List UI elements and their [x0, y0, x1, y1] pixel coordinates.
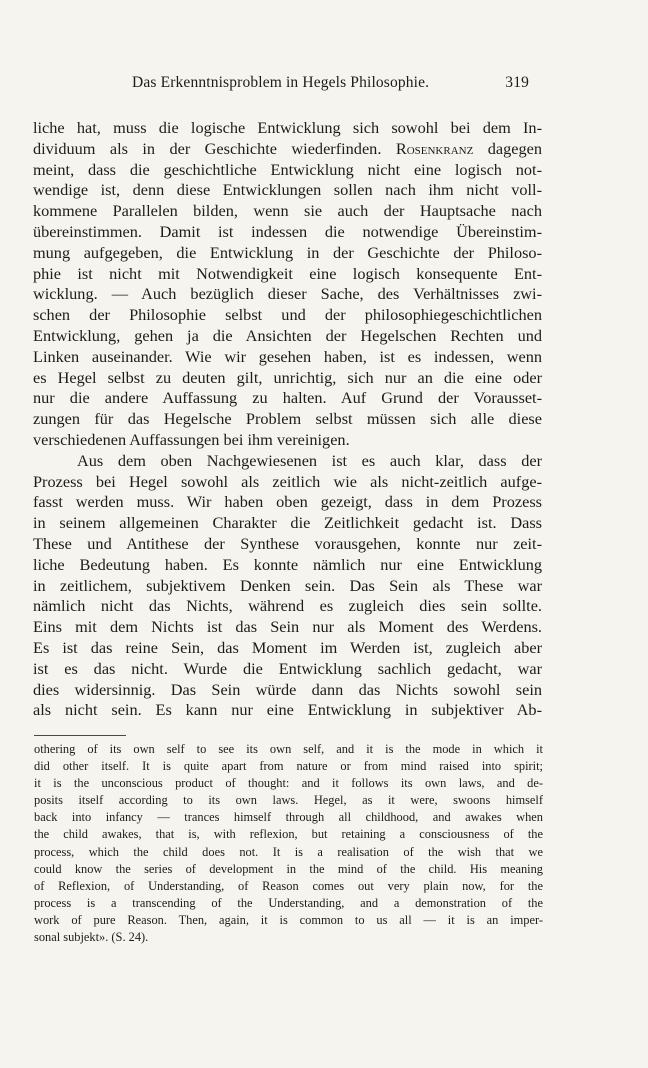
footnote-line: posits itself according to its own laws. Hegel, as it were, swoons himself: [34, 793, 543, 808]
text-line: Es ist das reine Sein, das Moment im Werden ist, zugleich aber: [33, 637, 542, 657]
text-line: Linken auseinander. Wie wir gesehen haben, ist es indessen, wenn: [33, 346, 542, 366]
footnote-line: sonal subjekt». (S. 24).: [34, 930, 149, 945]
footnote-line: of Reflexion, of Understanding, of Reason comes out very plain now, for the: [34, 878, 543, 893]
text-line: mung aufgegeben, die Entwicklung in der Geschichte der Philoso-: [33, 242, 542, 262]
running-title: Das Erkenntnisproblem in Hegels Philosophie.: [132, 74, 430, 91]
text-line: phie ist nicht mit Notwendigkeit eine logisch konsequente Ent-: [33, 263, 542, 283]
text-line: Eins mit dem Nichts ist das Sein nur als Moment des Werdens.: [33, 617, 542, 637]
text-line: als nicht sein. Es kann nur eine Entwicklung in subjektiver Ab-: [33, 700, 542, 720]
footnote-line: back into infancy — trances himself through all childhood, and awakes when: [34, 810, 543, 825]
text-segment: dividuum als in der Geschichte wiederfinden.: [33, 138, 382, 158]
footnote-line: process, which the child does not. It is a realisation of the wish that we: [34, 844, 543, 859]
footnote-line: it is the unconscious product of thought: and it follows its own laws, and de-: [34, 776, 543, 791]
text-line: fasst werden muss. Wir haben oben gezeigt, dass in dem Prozess: [33, 492, 542, 512]
text-line: kommene Parallelen bilden, wenn sie auch der Hauptsache nach: [33, 201, 542, 221]
text-line: wicklung. — Auch bezüglich dieser Sache, des Verhältnisses zwi-: [33, 284, 542, 304]
text-line: meint, dass die geschichtliche Entwicklung nicht eine logisch not-: [33, 159, 542, 179]
footnote-line: othering of its own self to see its own self, and it is the mode in which it: [34, 742, 543, 756]
text-line: nur die andere Auffassung zu halten. Auf Grund der Vorausset-: [33, 388, 542, 408]
footnote-line: work of pure Reason. Then, again, it is common to us all — it is an imper-: [34, 912, 543, 927]
text-line: wendige ist, denn diese Entwicklungen sollen nach ihm nicht voll-: [33, 180, 542, 200]
footnote-line: process is a transcending of the Understanding, and a demonstration of the: [34, 895, 543, 910]
footnote-line: the child awakes, that is, with reflexion, but retaining a consciousness of the: [34, 827, 543, 842]
text-line: in seinem allgemeinen Charakter die Zeitlichkeit gedacht ist. Dass: [33, 513, 542, 533]
footnote: [34, 741, 543, 946]
text-segment: dagegen: [487, 138, 542, 158]
text-line: schen der Philosophie selbst und der philosophiegeschichtlichen: [33, 305, 542, 325]
text-line: Prozess bei Hegel sowohl als zeitlich wie als nicht-zeitlich aufge-: [33, 471, 542, 491]
main-text: [33, 118, 542, 721]
text-line: ist es das nicht. Wurde die Entwicklung sachlich gedacht, war: [33, 658, 542, 678]
text-line: es Hegel selbst zu deuten gilt, unrichtig, sich nur an die eine oder: [33, 367, 542, 387]
text-line: dies widersinnig. Das Sein würde dann das Nichts sowohl sein: [33, 679, 542, 699]
footnote-line: did other itself. It is quite apart from nature or from mind raised into spirit;: [34, 759, 543, 774]
text-line: liche hat, muss die logische Entwicklung sich sowohl bei dem In-: [33, 118, 542, 137]
text-line: Aus dem oben Nachgewiesenen ist es auch klar, dass der: [77, 450, 542, 470]
text-line: übereinstimmen. Damit ist indessen die notwendige Übereinstim-: [33, 221, 542, 241]
text-line: zungen für das Hegelsche Problem selbst müssen sich alle diese: [33, 409, 542, 429]
text-line: verschiedenen Auffassungen bei ihm vereinigen.: [33, 429, 350, 449]
footnote-line: could know the series of development in the mind of the child. His meaning: [34, 861, 543, 876]
text-line: [33, 139, 542, 160]
text-line: Entwicklung, gehen ja die Ansichten der Hegelschen Rechten und: [33, 325, 542, 345]
page-number: 319: [505, 74, 529, 91]
author-name: Rosenkranz: [395, 138, 474, 158]
text-line: liche Bedeutung haben. Es konnte nämlich nur eine Entwicklung: [33, 554, 542, 574]
text-line: nämlich nicht das Nichts, während es zugleich dies sein sollte.: [33, 596, 542, 616]
footnote-divider: [34, 735, 126, 736]
text-line: in zeitlichem, subjektivem Denken sein. Das Sein als These war: [33, 575, 542, 595]
text-line: These und Antithese der Synthese vorausgehen, konnte nur zeit-: [33, 533, 542, 553]
